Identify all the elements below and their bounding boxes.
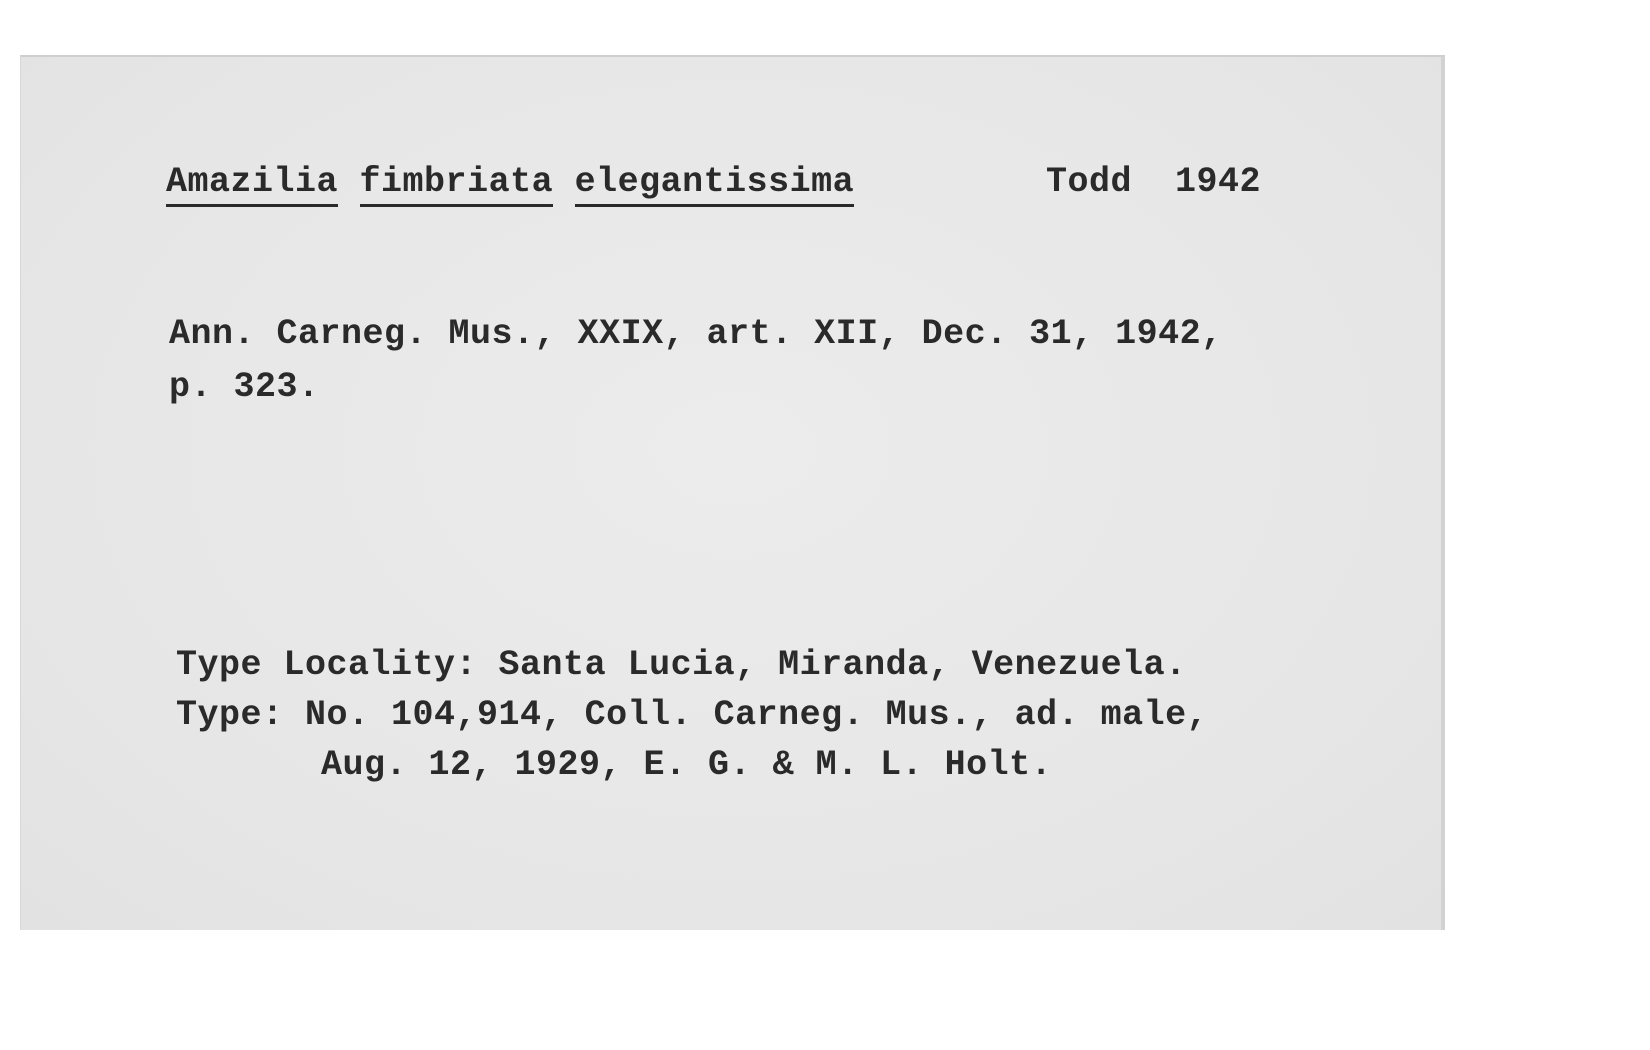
taxon-genus: Amazilia: [166, 162, 338, 207]
type-specimen-line: Type: No. 104,914, Coll. Carneg. Mus., ad. male,: [176, 695, 1209, 735]
card-edge: [1441, 57, 1445, 930]
citation-line-2: p. 323.: [169, 367, 320, 407]
taxon-name: [166, 162, 854, 202]
type-collector-line: Aug. 12, 1929, E. G. & M. L. Holt.: [321, 745, 1053, 785]
citation-line-1: Ann. Carneg. Mus., XXIX, art. XII, Dec. 31, 1942,: [169, 314, 1223, 354]
year: 1942: [1175, 162, 1262, 202]
author: Todd: [1046, 162, 1133, 202]
taxon-species: fimbriata: [360, 162, 554, 207]
author-year: [1046, 162, 1261, 202]
taxon-subspecies: elegantissima: [575, 162, 855, 207]
index-card: [20, 55, 1445, 930]
type-locality-line: Type Locality: Santa Lucia, Miranda, Venezuela.: [176, 645, 1187, 685]
